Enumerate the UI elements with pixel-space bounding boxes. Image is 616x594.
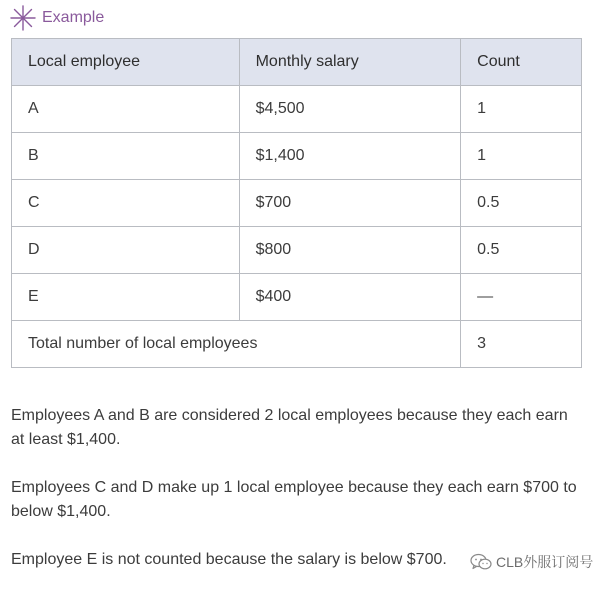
- count-cell: 1: [461, 86, 582, 133]
- table-row: [12, 133, 582, 180]
- salary-cell: $400: [239, 274, 461, 321]
- example-label: Example: [42, 9, 105, 26]
- watermark: [470, 552, 593, 572]
- header-count: Count: [461, 39, 582, 86]
- count-cell: 1: [461, 133, 582, 180]
- salary-cell: $800: [239, 227, 461, 274]
- employee-cell: A: [12, 86, 240, 133]
- total-count: 3: [461, 321, 582, 368]
- table-row: [12, 180, 582, 227]
- watermark-text: CLB外服订阅号: [496, 554, 594, 570]
- employee-cell: C: [12, 180, 240, 227]
- table-row: [12, 86, 582, 133]
- salary-cell: $700: [239, 180, 461, 227]
- wechat-icon: [470, 553, 492, 571]
- employee-cell: E: [12, 274, 240, 321]
- count-cell: —: [461, 274, 582, 321]
- paragraph-c-d: Employees C and D make up 1 local employee because they each earn $700 to below $1,400.: [11, 479, 577, 520]
- employee-cell: D: [12, 227, 240, 274]
- table-row: [12, 227, 582, 274]
- paragraph-a-b: Employees A and B are considered 2 local employees because they each earn at least $1,400.: [11, 407, 568, 448]
- table-header-row: [12, 39, 582, 86]
- header-monthly-salary: Monthly salary: [239, 39, 461, 86]
- count-cell: 0.5: [461, 227, 582, 274]
- salary-cell: $4,500: [239, 86, 461, 133]
- sparkle-icon: [10, 5, 36, 31]
- table-row: [12, 274, 582, 321]
- paragraph-e: Employee E is not counted because the salary is below $700.: [11, 551, 447, 568]
- example-header: [10, 4, 104, 32]
- header-local-employee: Local employee: [12, 39, 240, 86]
- salary-table: [11, 38, 582, 368]
- total-label: Total number of local employees: [12, 321, 461, 368]
- employee-cell: B: [12, 133, 240, 180]
- count-cell: 0.5: [461, 180, 582, 227]
- total-row: [12, 321, 582, 368]
- salary-cell: $1,400: [239, 133, 461, 180]
